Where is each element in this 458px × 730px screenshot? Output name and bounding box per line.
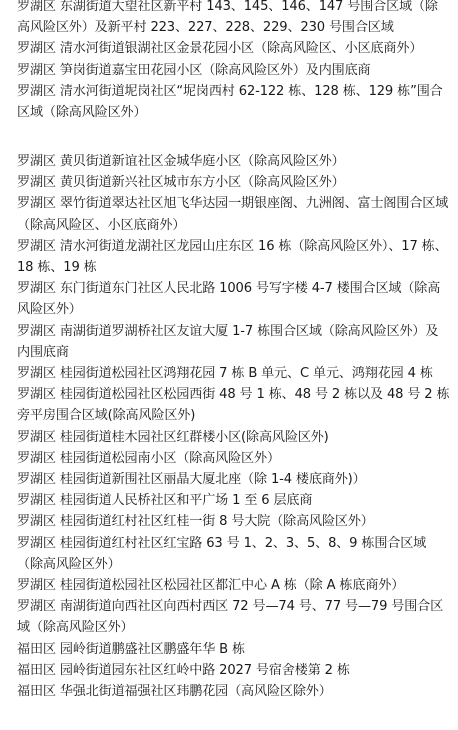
area-list-item: 罗湖区 笋岗街道嘉宝田花园小区（除高风险区外）及内围底商	[17, 62, 371, 78]
area-list-item: 罗湖区 桂园街道松园南小区（除高风险区外）	[17, 450, 280, 466]
area-list-item: 罗湖区 黄贝街道新兴社区城市东方小区（除高风险区外）	[17, 175, 345, 191]
area-list-item: 罗湖区 桂园街道松园社区松园西街 48 号 1 栋、48 号 2 栋以及 48 号 2 栋旁平房围合区域(除高风险区外)	[17, 387, 450, 424]
area-list-item: 福田区 园岭街道园东社区红岭中路 2027 号宿舍楼第 2 栋	[17, 662, 350, 678]
area-list-item: 罗湖区 桂园街道新围社区丽晶大厦北座（除 1-4 楼底商外)）	[17, 472, 366, 488]
area-list-item: 罗湖区 桂园街道桂木园社区红群楼小区(除高风险区外)	[17, 429, 329, 445]
area-list-item: 罗湖区 黄贝街道新谊社区金城华庭小区（除高风险区外）	[17, 154, 345, 169]
area-list-item: 罗湖区 桂园街道松园社区鸿翔花园 7 栋 B 单元、C 单元、鸿翔花园 4 栋	[17, 366, 433, 382]
area-list-item: 罗湖区 南湖街道罗湖桥社区友谊大厦 1-7 栋围合区域（除高风险区外）及内围底商	[17, 323, 439, 360]
area-list-item: 福田区 华强北街道福强社区玮鹏花园（高风险区除外）	[17, 684, 332, 700]
area-list-item: 罗湖区 东湖街道大望社区新平村 143、145、146、147 号围合区域（除高风险区外）及新平村 223、227、228、229、230 号围合区域	[17, 0, 438, 36]
area-list-item: 福田区 园岭街道鹏盛社区鹏盛年华 B 栋	[17, 641, 245, 657]
area-list-item: 罗湖区 清水河街道银湖社区金景花园小区（除高风险区、小区底商外）	[17, 41, 423, 57]
area-list-item: 罗湖区 南湖街道向西社区向西村西区 72 号—74 号、77 号—79 号围合区域（除高风险区外）	[17, 599, 444, 636]
area-list-item: 罗湖区 翠竹街道翠达社区旭飞华达园一期银座阁、九洲阁、富士阁围合区域（除高风险区、小区底商外）	[17, 196, 449, 233]
area-list-group-two	[17, 151, 450, 702]
area-list-item: 罗湖区 桂园街道人民桥社区和平广场 1 至 6 层底商	[17, 493, 313, 509]
area-list-item: 罗湖区 东门街道东门社区人民北路 1006 号写字楼 4-7 楼围合区域（除高风险区外）	[17, 281, 441, 318]
area-list-item: 罗湖区 桂园街道松园社区松园社区都汇中心 A 栋（除 A 栋底商外）	[17, 578, 405, 594]
area-list-group-one	[17, 0, 450, 123]
area-list-item: 罗湖区 清水河街道龙湖社区龙园山庄东区 16 栋（除高风险区外）、17 栋、18 栋、19 栋	[17, 238, 448, 276]
area-list-item: 罗湖区 清水河街道坭岗社区“坭岗西村 62-122 栋、128 栋、129 栋”围合区域（除高风险区外）	[17, 83, 443, 121]
area-list-item: 罗湖区 桂园街道红村社区红桂一街 8 号大院（除高风险区外）	[17, 514, 374, 530]
area-list-item: 罗湖区 桂园街道红村社区红宝路 63 号 1、2、3、5、8、9 栋围合区域（除高风险区外）	[17, 535, 427, 572]
